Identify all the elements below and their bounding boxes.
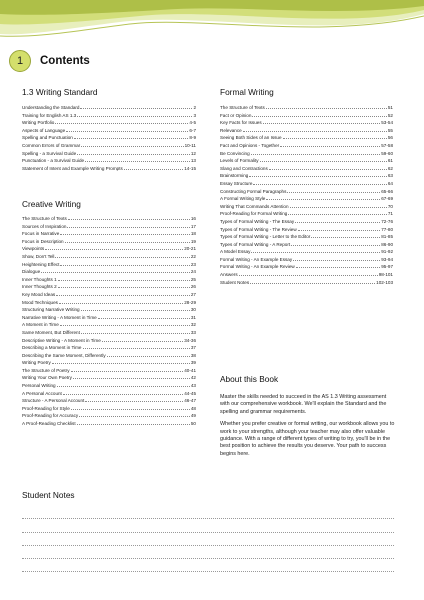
toc-entry-page: 46-47 [184,398,196,404]
toc-entry [22,420,196,428]
toc-entry-title: Personal Writing [22,383,56,389]
toc-entry-page: 71 [387,211,393,217]
toc-entry-page: 65-66 [381,188,393,194]
toc-entry-page: 4-5 [189,120,196,126]
toc-entry [22,253,196,261]
toc-entry [22,344,196,352]
toc-entry [220,210,393,218]
toc-entry-title: Writing Your Own Poetry [22,375,72,381]
toc-leader-dots [66,130,188,132]
toc-leader-dots [60,233,190,235]
student-notes-lines [22,506,394,572]
toc-entry-title: Spelling - a Survival Guide [22,150,77,156]
toc-entry-title: A Formal Writing Style [220,196,266,202]
toc-leader-dots [249,175,387,177]
toc-leader-dots [98,317,190,319]
toc-entry-page: 24 [190,269,196,275]
toc-entry [220,188,393,196]
toc-entry-title: Seeing Both Sides of an Issue [220,135,282,141]
toc-entry-page: 61 [387,158,393,164]
toc-entry [22,245,196,253]
toc-leader-dots [260,160,387,162]
toc-leader-dots [239,274,378,276]
toc-entry-page: 12 [190,150,196,156]
about-paragraph-2: Whether you prefer creative or formal writing, our workbook allows you to work to your strengths, although your teacher may also offer valuable guidance. With a range of different types of writing to try, you'll be in the best position to achieve the results you deserve. Your path to success begins here. [220,421,395,457]
toc-entry-title: Types of Formal Writing - A Report [220,241,291,247]
toc-entry-page: 17 [190,223,196,229]
toc-entry [22,337,196,345]
toc-leader-dots [250,282,375,284]
toc-leader-dots [57,385,190,387]
toc-entry-title: A Model Essay [220,249,251,255]
toc-entry-page: 55 [387,127,393,133]
toc-entry-title: Narrative Writing - A Moment in Time [22,314,97,320]
toc-leader-dots [71,408,190,410]
toc-leader-dots [124,168,183,170]
toc-entry-title: Inner Thoughts 1 [22,276,57,282]
toc-entry [22,142,196,150]
toc-entry-title: Heightening Effect [22,261,60,267]
toc-entry-title: Describing a Moment in Time [22,345,82,351]
toc-entry-title: Answers [220,272,238,278]
toc-leader-dots [269,168,387,170]
toc-entry-title: The Structure of Texts [220,105,265,110]
toc-entry-title: A Moment in Time [22,322,59,328]
toc-entry [220,157,393,165]
toc-entry-title: The Structure of Poetry [22,367,70,373]
toc-entry-page: 64 [387,180,393,186]
toc-entry [22,397,196,405]
toc-entry-title: Be Convincing [220,150,250,156]
toc-entry-page: 40-41 [184,367,196,373]
chapter-number-badge: 1 [9,50,31,72]
toc-entry [220,165,393,173]
toc-leader-dots [81,309,190,311]
toc-entry-page: 19 [190,238,196,244]
toc-entry-title: Inner Thoughts 2 [22,284,57,290]
toc-entry-title: Writing Portfolio [22,120,55,126]
toc-entry [22,359,196,367]
toc-leader-dots [79,415,190,417]
toc-entry [22,283,196,291]
toc-entry-page: 53-54 [381,120,393,126]
toc-entry-title: Dialogue [22,269,41,275]
toc-entry-page: 48 [190,405,196,411]
toc-entry [22,215,196,223]
toc-entry-page: 102-103 [376,279,393,285]
toc-entry-page: 20-21 [184,246,196,252]
toc-leader-dots [298,229,381,231]
toc-entry-page: 43 [190,383,196,389]
toc-entry-page: 18 [190,231,196,237]
toc-entry-page: 93-94 [381,256,393,262]
toc-leader-dots [107,355,190,357]
toc-entry-title: Key Mood Ideas [22,291,56,297]
toc-entry-page: 30 [190,307,196,313]
toc-entry-title: Types of Formal Writing - Letter to the Editor [220,234,311,240]
toc-entry-title: Focus in Description [22,238,64,244]
toc-entry [22,127,196,135]
toc-leader-dots [291,244,380,246]
toc-entry-page: 14-15 [184,165,196,171]
toc-entry [22,352,196,360]
toc-entry-title: Aspects of Language [22,127,66,133]
toc-entry-page: 37 [190,345,196,351]
toc-entry [220,180,393,188]
chapter-heading [9,50,90,72]
toc-leader-dots [81,332,190,334]
toc-leader-dots [60,324,190,326]
toc-entry-page: 56 [387,135,393,141]
toc-leader-dots [253,183,386,185]
toc-entry-title: A Proof-Reading Checklist [22,421,76,427]
toc-entry-title: Relevance [220,127,242,133]
toc-entry [22,230,196,238]
toc-entry [220,226,393,234]
toc-entry [22,112,196,120]
toc-entry [220,119,393,127]
toc-creative-writing [22,215,196,428]
toc-leader-dots [77,423,190,425]
toc-entry-page: 59-60 [381,150,393,156]
toc-leader-dots [74,137,189,139]
toc-entry-page: 31 [190,314,196,320]
toc-entry-page: 2 [193,105,196,110]
toc-entry-title: Slang and Contractions [220,165,268,171]
toc-formal-writing [220,104,393,286]
toc-entry [22,306,196,314]
toc-leader-dots [52,362,190,364]
toc-entry-title: Fact or Opinion [220,112,252,118]
toc-entry [22,157,196,165]
toc-entry [220,279,393,287]
toc-entry-title: Student Notes [220,279,250,285]
toc-entry-title: Common Errors of Grammar [22,142,81,148]
toc-entry-title: Mood Techniques [22,299,58,305]
toc-entry-title: Understanding the Standard [22,105,80,110]
toc-leader-dots [59,302,183,304]
toc-entry-page: 98-101 [378,272,393,278]
toc-entry-title: Types of Formal Writing - The Essay [220,218,295,224]
toc-entry-title: Structuring Narrative Writing [22,307,80,313]
toc-entry-page: 50 [190,421,196,427]
toc-entry-title: Viewpoints [22,246,45,252]
toc-entry-title: Describing the Same Moment, Differently [22,352,106,358]
section-title-about: About this Book [220,374,279,384]
toc-leader-dots [288,213,387,215]
toc-entry-page: 10-11 [184,142,196,148]
toc-entry [220,172,393,180]
toc-leader-dots [293,259,380,261]
toc-leader-dots [65,241,190,243]
toc-entry-page: 91-92 [381,249,393,255]
toc-entry-title: Sources of Inspiration [22,223,67,229]
toc-leader-dots [45,248,183,250]
toc-entry [22,134,196,142]
toc-entry [22,367,196,375]
toc-leader-dots [266,198,380,200]
toc-leader-dots [251,251,380,253]
toc-entry-page: 77-80 [381,226,393,232]
toc-entry [220,150,393,158]
toc-entry-page: 44-45 [184,390,196,396]
toc-leader-dots [85,160,190,162]
toc-leader-dots [266,107,387,109]
toc-entry-title: Descriptive Writing - A Moment in Time [22,337,101,343]
notes-line [22,559,394,572]
toc-entry-title: Punctuation - a Survival Guide [22,158,85,164]
about-paragraph-1: Master the skills needed to succeed in the AS 1.3 Writing assessment with our comprehensive workbook. We'll explain the Standard and the spelling and grammar requirements. [220,394,387,415]
notes-line [22,519,394,532]
toc-entry-page: 22 [190,253,196,259]
toc-entry-page: 39 [190,360,196,366]
toc-leader-dots [60,264,189,266]
toc-entry-title: The Structure of Texts [22,216,67,221]
toc-entry-title: Statement of Intent and Example Writing Prompts [22,165,123,171]
toc-entry-page: 6-7 [189,127,196,133]
toc-entry [220,134,393,142]
toc-entry-title: Proof-Reading for Formal Writing [220,211,288,217]
toc-entry [22,291,196,299]
toc-entry-page: 70 [387,203,393,209]
toc-entry [22,150,196,158]
toc-entry-title: Training for English AS 1.3 [22,112,77,118]
toc-entry-page: 27 [190,291,196,297]
toc-entry-title: Same Moment, But Different [22,329,80,335]
toc-entry [220,203,393,211]
toc-entry-title: Writing Poetry [22,360,51,366]
toc-entry-page: 3 [193,112,196,118]
toc-entry-title: Structure - A Personal Account [22,398,85,404]
toc-entry-title: Formal Writing - An Example Review [220,264,295,270]
toc-leader-dots [311,236,380,238]
section-title-creative-writing: Creative Writing [22,199,81,209]
section-title-formal-writing: Formal Writing [220,87,274,97]
toc-leader-dots [77,153,190,155]
toc-entry-page: 86-90 [381,241,393,247]
toc-entry-page: 95-97 [381,264,393,270]
toc-leader-dots [71,370,184,372]
toc-leader-dots [80,107,192,109]
toc-entry-title: Brainstorming [220,173,249,179]
toc-leader-dots [290,206,387,208]
toc-leader-dots [295,221,380,223]
toc-entry-page: 38 [190,352,196,358]
toc-leader-dots [296,266,381,268]
toc-entry [22,329,196,337]
toc-entry [22,314,196,322]
notes-line [22,546,394,559]
toc-entry-page: 25 [190,276,196,282]
toc-entry-title: A Personal Account [22,390,62,396]
toc-entry [220,127,393,135]
toc-entry-title: Show, Don't Tell [22,253,55,259]
toc-entry-title: Fact and Opinions - Together [220,142,280,148]
toc-entry-page: 26 [190,284,196,290]
toc-leader-dots [67,226,189,228]
toc-entry [220,248,393,256]
toc-leader-dots [77,115,192,117]
toc-entry [220,271,393,279]
toc-leader-dots [58,279,190,281]
toc-entry-page: 33 [190,329,196,335]
toc-entry [22,321,196,329]
toc-entry-title: Levels of Formality [220,158,259,164]
toc-entry [22,299,196,307]
toc-entry-page: 13 [190,158,196,164]
toc-entry [220,241,393,249]
notes-line [22,506,394,519]
toc-entry [22,374,196,382]
toc-entry [220,233,393,241]
toc-entry [22,238,196,246]
toc-entry-page: 52 [387,112,393,118]
toc-leader-dots [85,400,183,402]
toc-entry [22,412,196,420]
toc-entry [22,276,196,284]
toc-entry-page: 8-9 [189,135,196,141]
toc-entry-page: 51 [387,105,393,110]
toc-entry-page: 49 [190,413,196,419]
toc-entry-title: Focus in Narrative [22,231,60,237]
toc-entry-page: 63 [387,173,393,179]
toc-entry-title: Writing That Commands Attention [220,203,289,209]
toc-entry [22,390,196,398]
page-title: Contents [40,55,90,67]
toc-entry-title: Types of Formal Writing - The Review [220,226,297,232]
toc-leader-dots [243,130,387,132]
toc-entry-page: 62 [387,165,393,171]
toc-entry-title: Spelling and Punctuation [22,135,73,141]
toc-leader-dots [55,122,188,124]
toc-leader-dots [280,145,380,147]
toc-entry-title: Key Facts for Issues [220,120,262,126]
toc-leader-dots [283,137,387,139]
toc-entry-page: 16 [190,216,196,221]
toc-leader-dots [287,191,380,193]
toc-leader-dots [63,393,183,395]
toc-entry-title: Essay Structure [220,180,253,186]
toc-entry-page: 81-85 [381,234,393,240]
toc-writing-standard [22,104,196,172]
toc-leader-dots [252,115,386,117]
toc-leader-dots [263,122,381,124]
toc-entry-title: Proof-Reading for Style [22,405,70,411]
toc-leader-dots [81,145,183,147]
toc-leader-dots [251,153,381,155]
about-text [220,394,395,463]
toc-entry-page: 34-36 [184,337,196,343]
toc-entry [220,256,393,264]
toc-leader-dots [102,340,183,342]
toc-entry [22,382,196,390]
toc-entry-page: 42 [190,375,196,381]
toc-leader-dots [73,377,190,379]
toc-entry [22,104,196,112]
toc-entry [220,263,393,271]
toc-leader-dots [55,256,189,258]
toc-entry [22,405,196,413]
toc-entry [22,165,196,173]
toc-entry [22,261,196,269]
toc-leader-dots [56,294,190,296]
toc-leader-dots [58,286,190,288]
toc-entry [220,195,393,203]
toc-entry [22,223,196,231]
toc-entry [220,142,393,150]
toc-entry-page: 28-29 [184,299,196,305]
section-title-writing-standard: 1.3 Writing Standard [22,87,98,97]
toc-entry [220,112,393,120]
toc-entry [220,218,393,226]
section-title-student-notes: Student Notes [22,490,75,500]
toc-entry-page: 23 [190,261,196,267]
toc-entry-page: 67-69 [381,196,393,202]
toc-entry-title: Proof-Reading for Accuracy [22,413,79,419]
toc-entry-title: Formal Writing - An Example Essay [220,256,293,262]
toc-leader-dots [41,271,190,273]
toc-entry [220,104,393,112]
toc-entry-page: 72-76 [381,218,393,224]
toc-entry [22,268,196,276]
toc-entry-page: 32 [190,322,196,328]
notes-line [22,533,394,546]
toc-entry-page: 57-58 [381,142,393,148]
toc-leader-dots [68,218,190,220]
toc-entry-title: Constructing Formal Paragraphs [220,188,287,194]
toc-entry [22,119,196,127]
toc-leader-dots [83,347,190,349]
